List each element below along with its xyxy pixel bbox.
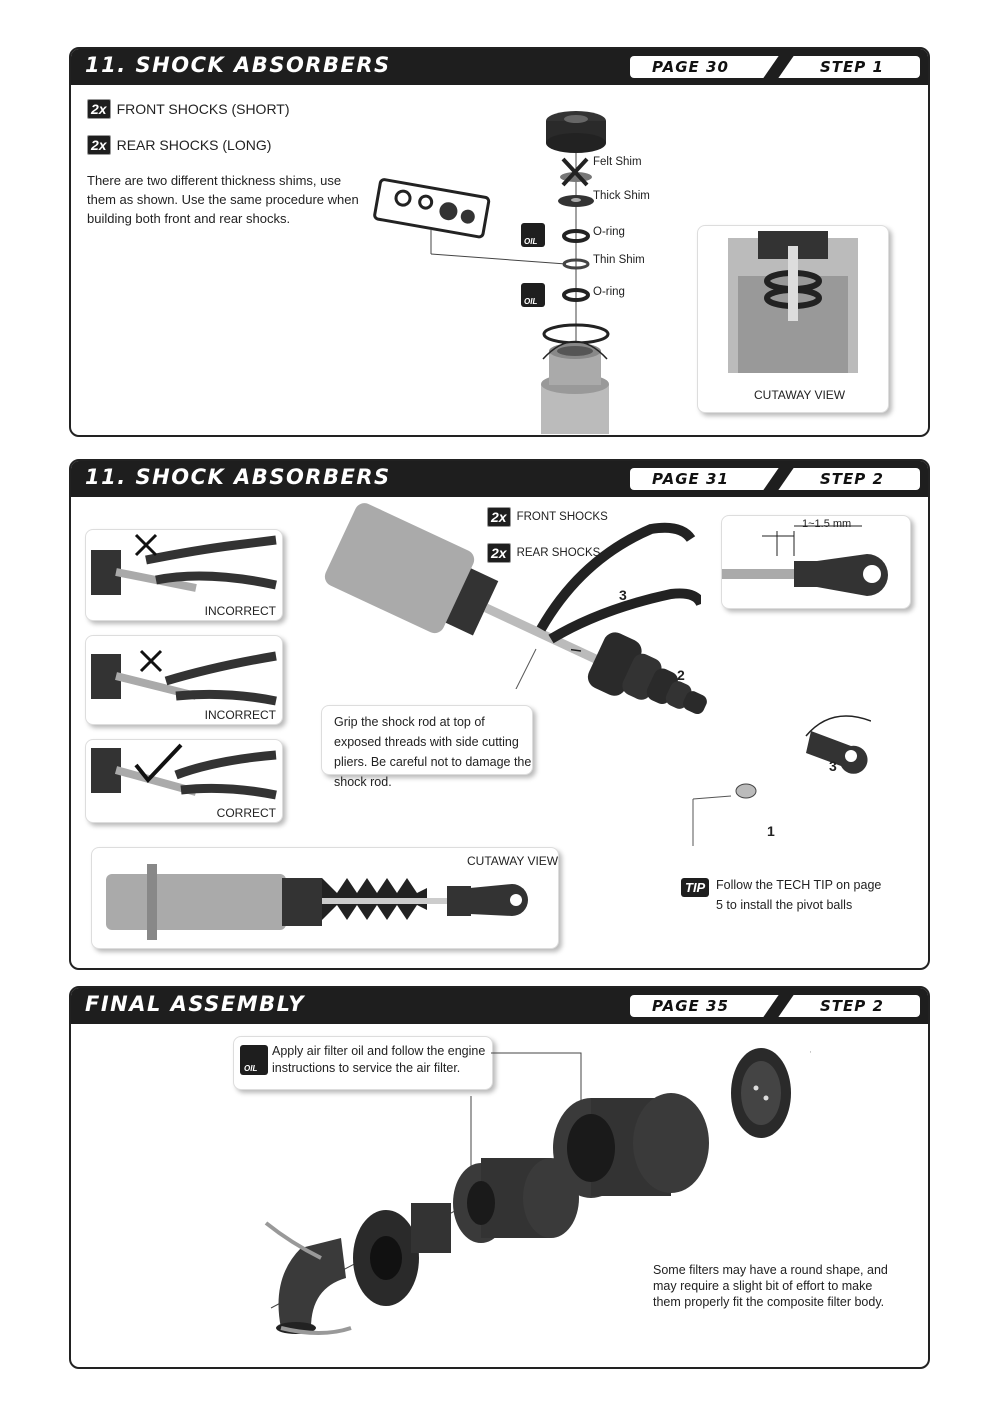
panel-header xyxy=(71,461,928,497)
page-step-box xyxy=(630,995,920,1017)
oil-icon-text: OIL xyxy=(524,237,538,246)
incorrect-label: INCORRECT xyxy=(204,708,276,722)
qty-rear-shocks xyxy=(487,543,600,563)
oil-icon-text: OIL xyxy=(244,1064,258,1073)
page-number: PAGE 31 xyxy=(652,470,729,488)
step-marker-3b: 3 xyxy=(829,758,837,774)
label-thick-shim: Thick Shim xyxy=(593,190,650,202)
page-number: PAGE 35 xyxy=(652,997,729,1015)
grip-instruction-text: Grip the shock rod at top of exposed threads with side cutting pliers. Be careful not to damage the shock rod. xyxy=(334,715,532,789)
panel-shock-absorbers-step2 xyxy=(69,459,930,970)
oil-icon-text: OIL xyxy=(524,297,538,306)
oil-note-text: Apply air filter oil and follow the engine instructions to service the air filter. xyxy=(272,1044,486,1075)
page-step-box xyxy=(630,468,920,490)
qty-front-shocks xyxy=(87,99,290,119)
qty-label: FRONT SHOCKS xyxy=(516,511,608,523)
label-oring-2: O-ring xyxy=(593,286,625,298)
step-number: STEP 2 xyxy=(820,997,884,1015)
grip-instruction-callout xyxy=(321,705,533,789)
correct-label: CORRECT xyxy=(216,806,276,820)
callout-incorrect-2 xyxy=(85,635,283,725)
filter-shape-note: Some filters may have a round shape, and may require a slight bit of effort to make them properly fit the composite filter body. xyxy=(653,1263,888,1309)
cutaway-caption: CUTAWAY VIEW xyxy=(467,854,559,868)
qty-rear-shocks xyxy=(87,135,271,155)
label-oring-1: O-ring xyxy=(593,226,625,238)
panel-title: FINAL ASSEMBLY xyxy=(85,992,305,1016)
incorrect-label: INCORRECT xyxy=(204,604,276,618)
cutaway-illustration xyxy=(698,226,888,376)
panel-header xyxy=(71,988,928,1024)
panel-title: 11. SHOCK ABSORBERS xyxy=(85,53,391,77)
panel-title: 11. SHOCK ABSORBERS xyxy=(85,465,391,489)
qty-badge: 2x xyxy=(87,135,111,155)
label-thin-shim: Thin Shim xyxy=(593,254,645,266)
measurement-callout xyxy=(721,515,911,609)
panel-shock-absorbers-step1 xyxy=(69,47,930,437)
callout-correct xyxy=(85,739,283,823)
page-step-box xyxy=(630,56,920,78)
step-marker-3: 3 xyxy=(619,587,627,603)
instructions-text: There are two different thickness shims, use them as shown. Use the same procedure when building both front and rear shocks. xyxy=(87,173,359,226)
panel-header xyxy=(71,49,928,85)
step-marker-2: 2 xyxy=(677,667,685,683)
qty-label: REAR SHOCKS (LONG) xyxy=(116,137,272,153)
panel-final-assembly xyxy=(69,986,930,1369)
qty-badge: 2x xyxy=(87,99,111,119)
qty-badge: 2x xyxy=(487,543,511,563)
cutaway-callout xyxy=(697,225,889,413)
qty-label: FRONT SHOCKS (SHORT) xyxy=(116,101,290,117)
step-marker-1: 1 xyxy=(767,823,775,839)
qty-label: REAR SHOCKS xyxy=(516,547,601,559)
callout-incorrect-1 xyxy=(85,529,283,621)
boot-rodend-diagram xyxy=(571,631,871,846)
label-felt-shim: Felt Shim xyxy=(593,156,642,168)
tip-badge: TIP xyxy=(681,878,709,897)
page-number: PAGE 30 xyxy=(652,58,729,76)
tip-text: Follow the TECH TIP on page 5 to install the pivot balls xyxy=(716,878,882,912)
oil-icon xyxy=(521,283,545,307)
measurement-label: 1~1.5 mm xyxy=(802,518,852,530)
qty-badge: 2x xyxy=(487,507,511,527)
step-number: STEP 1 xyxy=(820,58,884,76)
oil-icon xyxy=(521,223,545,247)
cutaway-caption: CUTAWAY VIEW xyxy=(754,388,846,402)
cutaway-callout xyxy=(91,847,559,949)
qty-front-shocks xyxy=(487,507,608,527)
step-number: STEP 2 xyxy=(820,470,884,488)
